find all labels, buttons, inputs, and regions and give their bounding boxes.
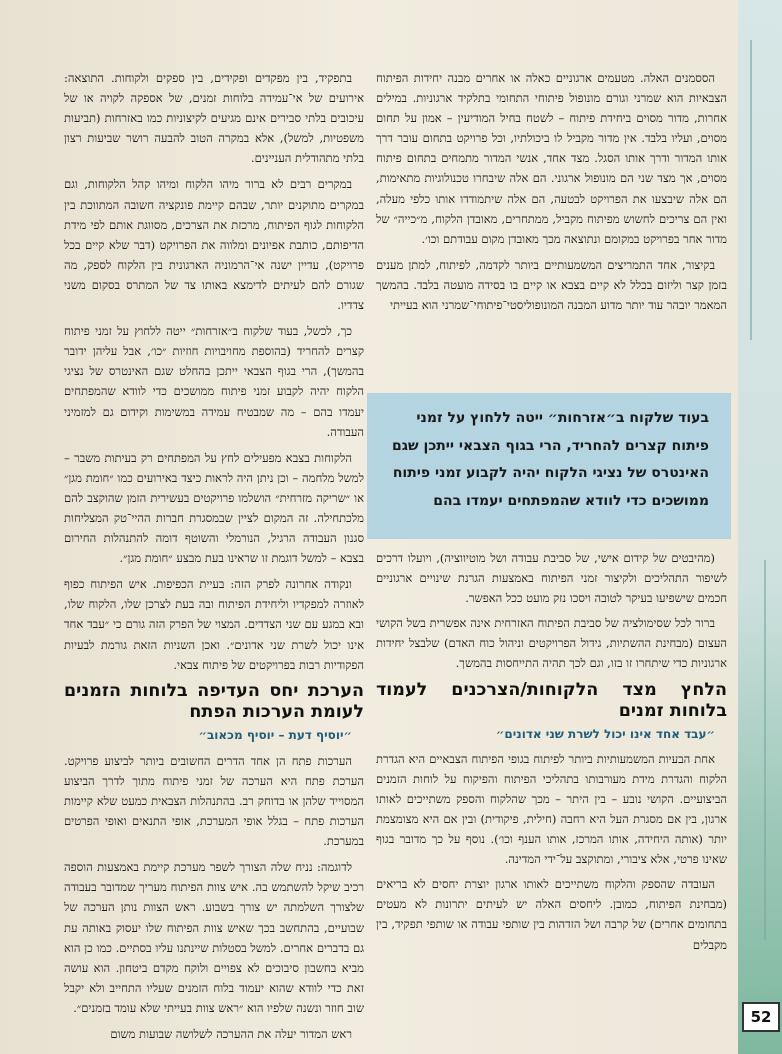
left-paragraph-8: ראש המדור יעלה את ההערכה לשלושה שבועות משום [110,1027,352,1042]
left-paragraph-2: במקרים רבים לא ברור מיהו הלקוח ומיהו קהל הלקוחות, וגם במקרים מתוקנים יותר, שבהם קיימת פונקציה חשובה המתווכת בין הלקוחות לגוף הפיתוח, מרכזת את הצרכים, מסווגת אותם לפי מידת הדיפותם, כותבת אפיונים ומלווה את הפרויקט (דבר שלא קיים בכל פרויקט), עדיין ישנה אי־הרמוניה הארגונית בין הלקוח לספק, מה שגורם להם לעיתים לדימצא באותו צד של המתרס בסקום משני צדדיו. [64,177,364,313]
section-heading-customer-pressure: הלחץ מצד הלקוחות/הצרכנים לעמוד בלוחות זמנים [376,679,727,721]
right-paragraph-5: אחת הבעיות המשמעותיות ביותר לפיתוח בגופי הפיתוח הצבאיים היא הגדרת הלקוח והגדרת מידת מעורבותו בתהליכי הפיתוח והפיקוח על לוחות הזמנים הביצועיים. הקושי נובע – בין היתר – מכך שהלקוח והספק משתייכים לאותו ארגון, בין אם מסגרת העל היא רחבה (חילית, פיקודית) ובין אם היא מצומצמת יותר (אותה היחידה, אותו המרכז, אותו הענף וכו׳). נוסף על כך מדובר בגוף שאינו פרטי, אלא ציבורי, ומתוקצב על־ידי המדינה. [376,751,727,867]
right-column-top [376,68,727,386]
left-paragraph-1: בתפקיד, בין מפקדים ופקידים, בין ספקים ולקוחות. התוצאה: אירועים של אי־עמידה בלוחות זמנים, של אספקה לקויה או של עיכובים בלתי סבירים אינם מגיעים לקיצוניות כמו באזרחות (תביעות משפטיות, למשל), אלא במקרה הטוב להבעה רושר שביעות רצון בלתי מתהודלית העניינים. [64,71,364,166]
decorative-line [750,40,752,340]
left-paragraph-6: הערכות פתח הן אחד הדרים החשובים ביותר לביצוע פרויקט. הערכת פתח היא הערכה של זמני פיתוח מתוך לדרך הביצוע המסוייד שלהן או בדוחק רב. בהתנהלות הצבאית כמעט שלא קיימות הערכות פתח – בגלל אופי המערכת, אופי התנאים ואופי הפרטים במערכת. [64,753,364,849]
left-column [64,68,364,1052]
section-epigraph-right: ״עבד אחד אינו יכול לשרת שני אדונים״ [495,726,715,741]
page-number: 52 [742,1002,780,1032]
right-column-bottom [376,548,727,1054]
decorative-side-strip [738,0,782,1054]
right-paragraph-4: ברור לכל שסימולציה של סביבת הפיתוח האזרחית אינה אפשרית בשל הקושי העצום (מבחינת ההשתיות, גידול הפרויקטים וניהול כוח האדם) שלבצל יחידות ארגוניות כדי שיתחרו זו בזו, וגם לכך תהיה התייחסות בהמשך. [376,616,727,671]
section-epigraph: ״יוסיף דעת – יוסיף מכאוב״ [198,727,352,742]
pull-quote: בעוד שלקוח ב״אזרחות״ ייטה ללחוץ על זמני פיתוח קצרים להחריד, הרי בגוף הצבאי ייתכן שגם האינטרס של נציגי הלקוח יהיה לקבוע זמני פיתוח ממושכים כדי לוודא שהמפתחים יעמדו בהם [367,393,731,539]
section-heading-development-estimates: הערכת יחס העדיפה בלוחות הזמנים לעומת הערכות הפתח [64,680,364,722]
right-paragraph-6: העובדה שהספק והלקוח משתייכים לאותו ארגון יוצרת יחסים לא בריאים (מבחינת הפיתוח, כמובן. ליחסים האלה יש לעיתים יתרונות לא מעטים בתחומים אחרים) של קרבה ושל הזדהות בין שותפי עבודה או שותפי תפקיד, בין מקבלים [376,877,727,952]
right-paragraph-3: (מהיבטים של קידום אישי, של סביבת עבודה ושל מוטיווציה), ויועלו דרכים לשיפור התהליכים ולקיצור זמני הפיתוח באמצעות הגרנת שינויים ארגוניים חכמים שישפיעו בעיקר לטובה ויסכו נזק מועט ככל האפשר. [376,551,727,606]
left-paragraph-3: כך, לכשל, בעוד שלקוח ב״אזרחות״ ייטה ללחוץ על זמני פיתוח קצרים להחריד (בהוספת מחויבויות חוזיות ״כו׳, אבל עליהן ידובר בהמשך), הרי בגוף הצבאי ייתכן בהחלט שגם האינטרס של נציגי הלקוח יהיה לקבוע זמני פיתוח ממושכים כדי לוודא שהמפתחים יעמדו בהם – מה שמבטיח עמידה במשימות וקידום גם למזמיני העבודה. [64,324,364,439]
right-paragraph-1: הססמנים האלה. מטעמים ארגוניים כאלה או אחרים מבנה יחידות הפיתוח הצבאיות הוא שמרני וגורם מונופול פיתוחי התחומי בתלקיד ארגוניות. במילים אחרות, מדור מסוים ביחידת פיתוח – לשטח בחיל המודיעין – אמון על תחום מסוים, ועליו בלבד. אין מדור מקביל לו ביכולתיו, וכל פרויקט בתחום עובר דרך אותו המדור ודרך אותו הסגל. מצד אחד, אנשי המדור מתמחים בתחום פיתוח מסוים, אך מצד שני הם מונופול ארגוני. הם אלה שיבחרו טכנולוגיות מתאימות, הם אלה שיבצעו את הפרויקט לבטעה, הם אלה שיתמודדו אותו כלפי מעלה, ואין הם צריכים לחשוש מפיתוח מקביל, ממתחרים, מאובדן הלקוח, מ״כייה״ של מדור אחר בפרויקט במקומם ונתוצאה מכך מאובדן מקום עבודתם וכו׳. [376,71,727,246]
decorative-line [764,560,766,940]
left-paragraph-7: לדוגמה: נניח שלה הצורך לשפר מערכת קיימת באמצעות הוספה רכיב שיקל להשתמש בה. איש צוות הפיתוח מעריך שמדובר בעבודה שלצורך השלמתה יש צורך בשבוע. ראש הצוות נותן הערכה של שבועיים, בהתחשב בכך שאיש צוות הפיתוח שלו יעסוק באותה עת גם בדברים אחרים. למשל בסטלות שיינתנו עליו בסתיים. כמו כן הוא מביא בחשבון סיבוכים לא צפויים ולוקח מקדם ביטחון. הוא עושה זאת כדי לוודא שהוא יעמוד בלוח הזמנים שעליו התחייב ולא יקבל שוב חוזר ונשנה שלפיו הוא ״ראש צוות בעייתי שלא עומד בזמנים״. [64,860,364,1015]
right-paragraph-2: בקיצור, אחד התמריצים המשמעותיים ביותר לקדמה, לפיתוח, למתן מענים בזמן קצר וליזום בכלל לא קיים בצבא או קיים בו בסידה מועטה בלבד. בהמשך המאמר יובהר עוד יותר מדוע המבנה המונופוליסטי־פיתוחי־שמרני הוא בעייתי [376,257,727,313]
left-paragraph-4: הלקוחות בצבא מפעילים לחץ על המפתחים רק בעיתות משבר – למשל מלחמה – וכן ניתן היה לראות כיצד באירועים כמו ״חומת מגן״ או ״שריקה מזרחית״ הושלמו פרויקטים בעשירית הזמן שהוקצב להם מלכתחילה. זה המקום לציין שבמסגרת חברות ההיי־טק המצליחות סגנון העבודה הרגיל, הנורמלי והשוטף דומה להתנהלות החירום בצבא – למשל דוגמת זו שראינו בעת מבצע ״חומת מגן״. [64,450,364,566]
left-paragraph-5: ונקודה אחרונה לפרק הזה: בעיית הכפיפות. איש הפיתוח כפוף לאוזרה למפקדיו וליחידת הפיתוח ובה בעת לצרכן שלו, הלקוח שלו, ובא במגע עם שני הצדדים. המצוי של הפרק הזה גורם כי ״עבד אחד אינו יכול לשרת שני אדונים״. ואכן השניות הזאת גורמת לבעיות הפקודיות רבות בפרויקטים של פיתוח צבאי. [64,577,364,672]
